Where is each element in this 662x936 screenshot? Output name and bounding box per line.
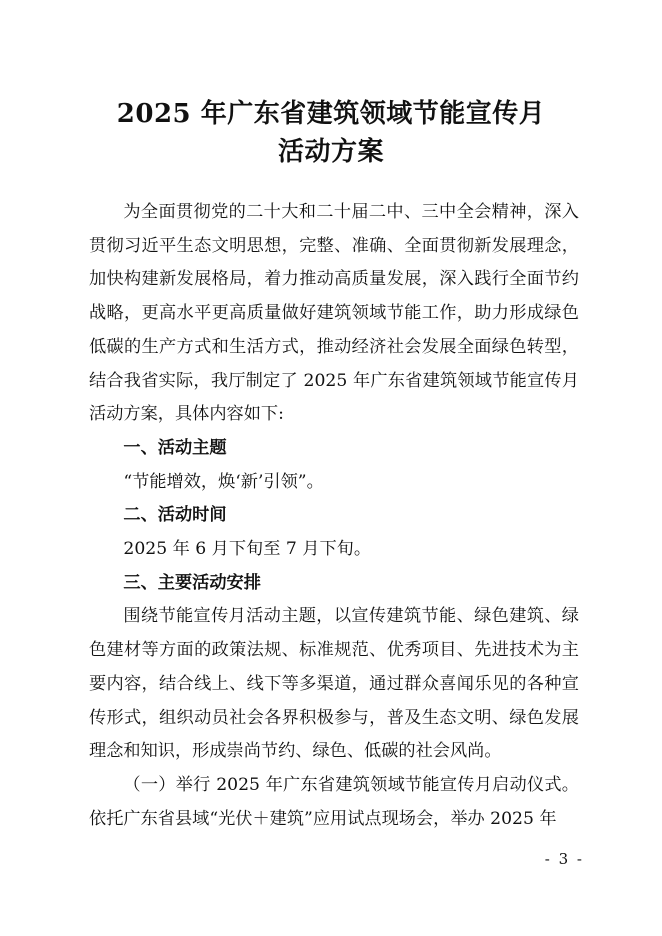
section-heading-arrangement: 三、主要活动安排 bbox=[123, 572, 261, 593]
section-heading-time: 二、活动时间 bbox=[123, 505, 227, 526]
section-heading-theme: 一、活动主题 bbox=[123, 437, 227, 458]
document-title-line-2: 活动方案 bbox=[277, 137, 384, 167]
page-number: - 3 - bbox=[544, 850, 584, 868]
document-title-line-1: 2025 年广东省建筑领域节能宣传月 bbox=[116, 99, 546, 129]
section-text-arrangement: 围绕节能宣传月活动主题，以宣传建筑节能、绿色建筑、绿色建材等方面的政策法规、标准规范、优秀项目、先进技术为主要内容，结合线上、线下等多渠道，通过群众喜闻乐见的各种宣传形式，组织动员社会各界积极参与，普及生态文明、绿色发展理念和知识，形成崇尚节约、绿色、低碳的社会风尚。 bbox=[89, 606, 579, 762]
section-text-time: 2025 年 6 月下旬至 7 月下旬。 bbox=[123, 539, 372, 560]
intro-paragraph: 为全面贯彻党的二十大和二十届二中、三中全会精神，深入贯彻习近平生态文明思想，完整、准确、全面贯彻新发展理念，加快构建新发展格局，着力推动高质量发展，深入践行全面节约战略，更高水平更高质量做好建筑领域节能工作，助力形成绿色低碳的生产方式和生活方式，推动经济社会发展全面绿色转型，结合我省实际，我厅制定了 2025 年广东省建筑领域节能宣传月活动方案，具体内容如下: bbox=[89, 202, 579, 425]
document-body bbox=[89, 196, 579, 836]
subsection-paragraph: （一）举行 2025 年广东省建筑领域节能宣传月启动仪式。依托广东省县域“光伏＋建筑”应用试点现场会，举办 2025 年 bbox=[89, 774, 579, 829]
section-text-theme: “节能增效，焕‘新’引领”。 bbox=[123, 471, 324, 492]
